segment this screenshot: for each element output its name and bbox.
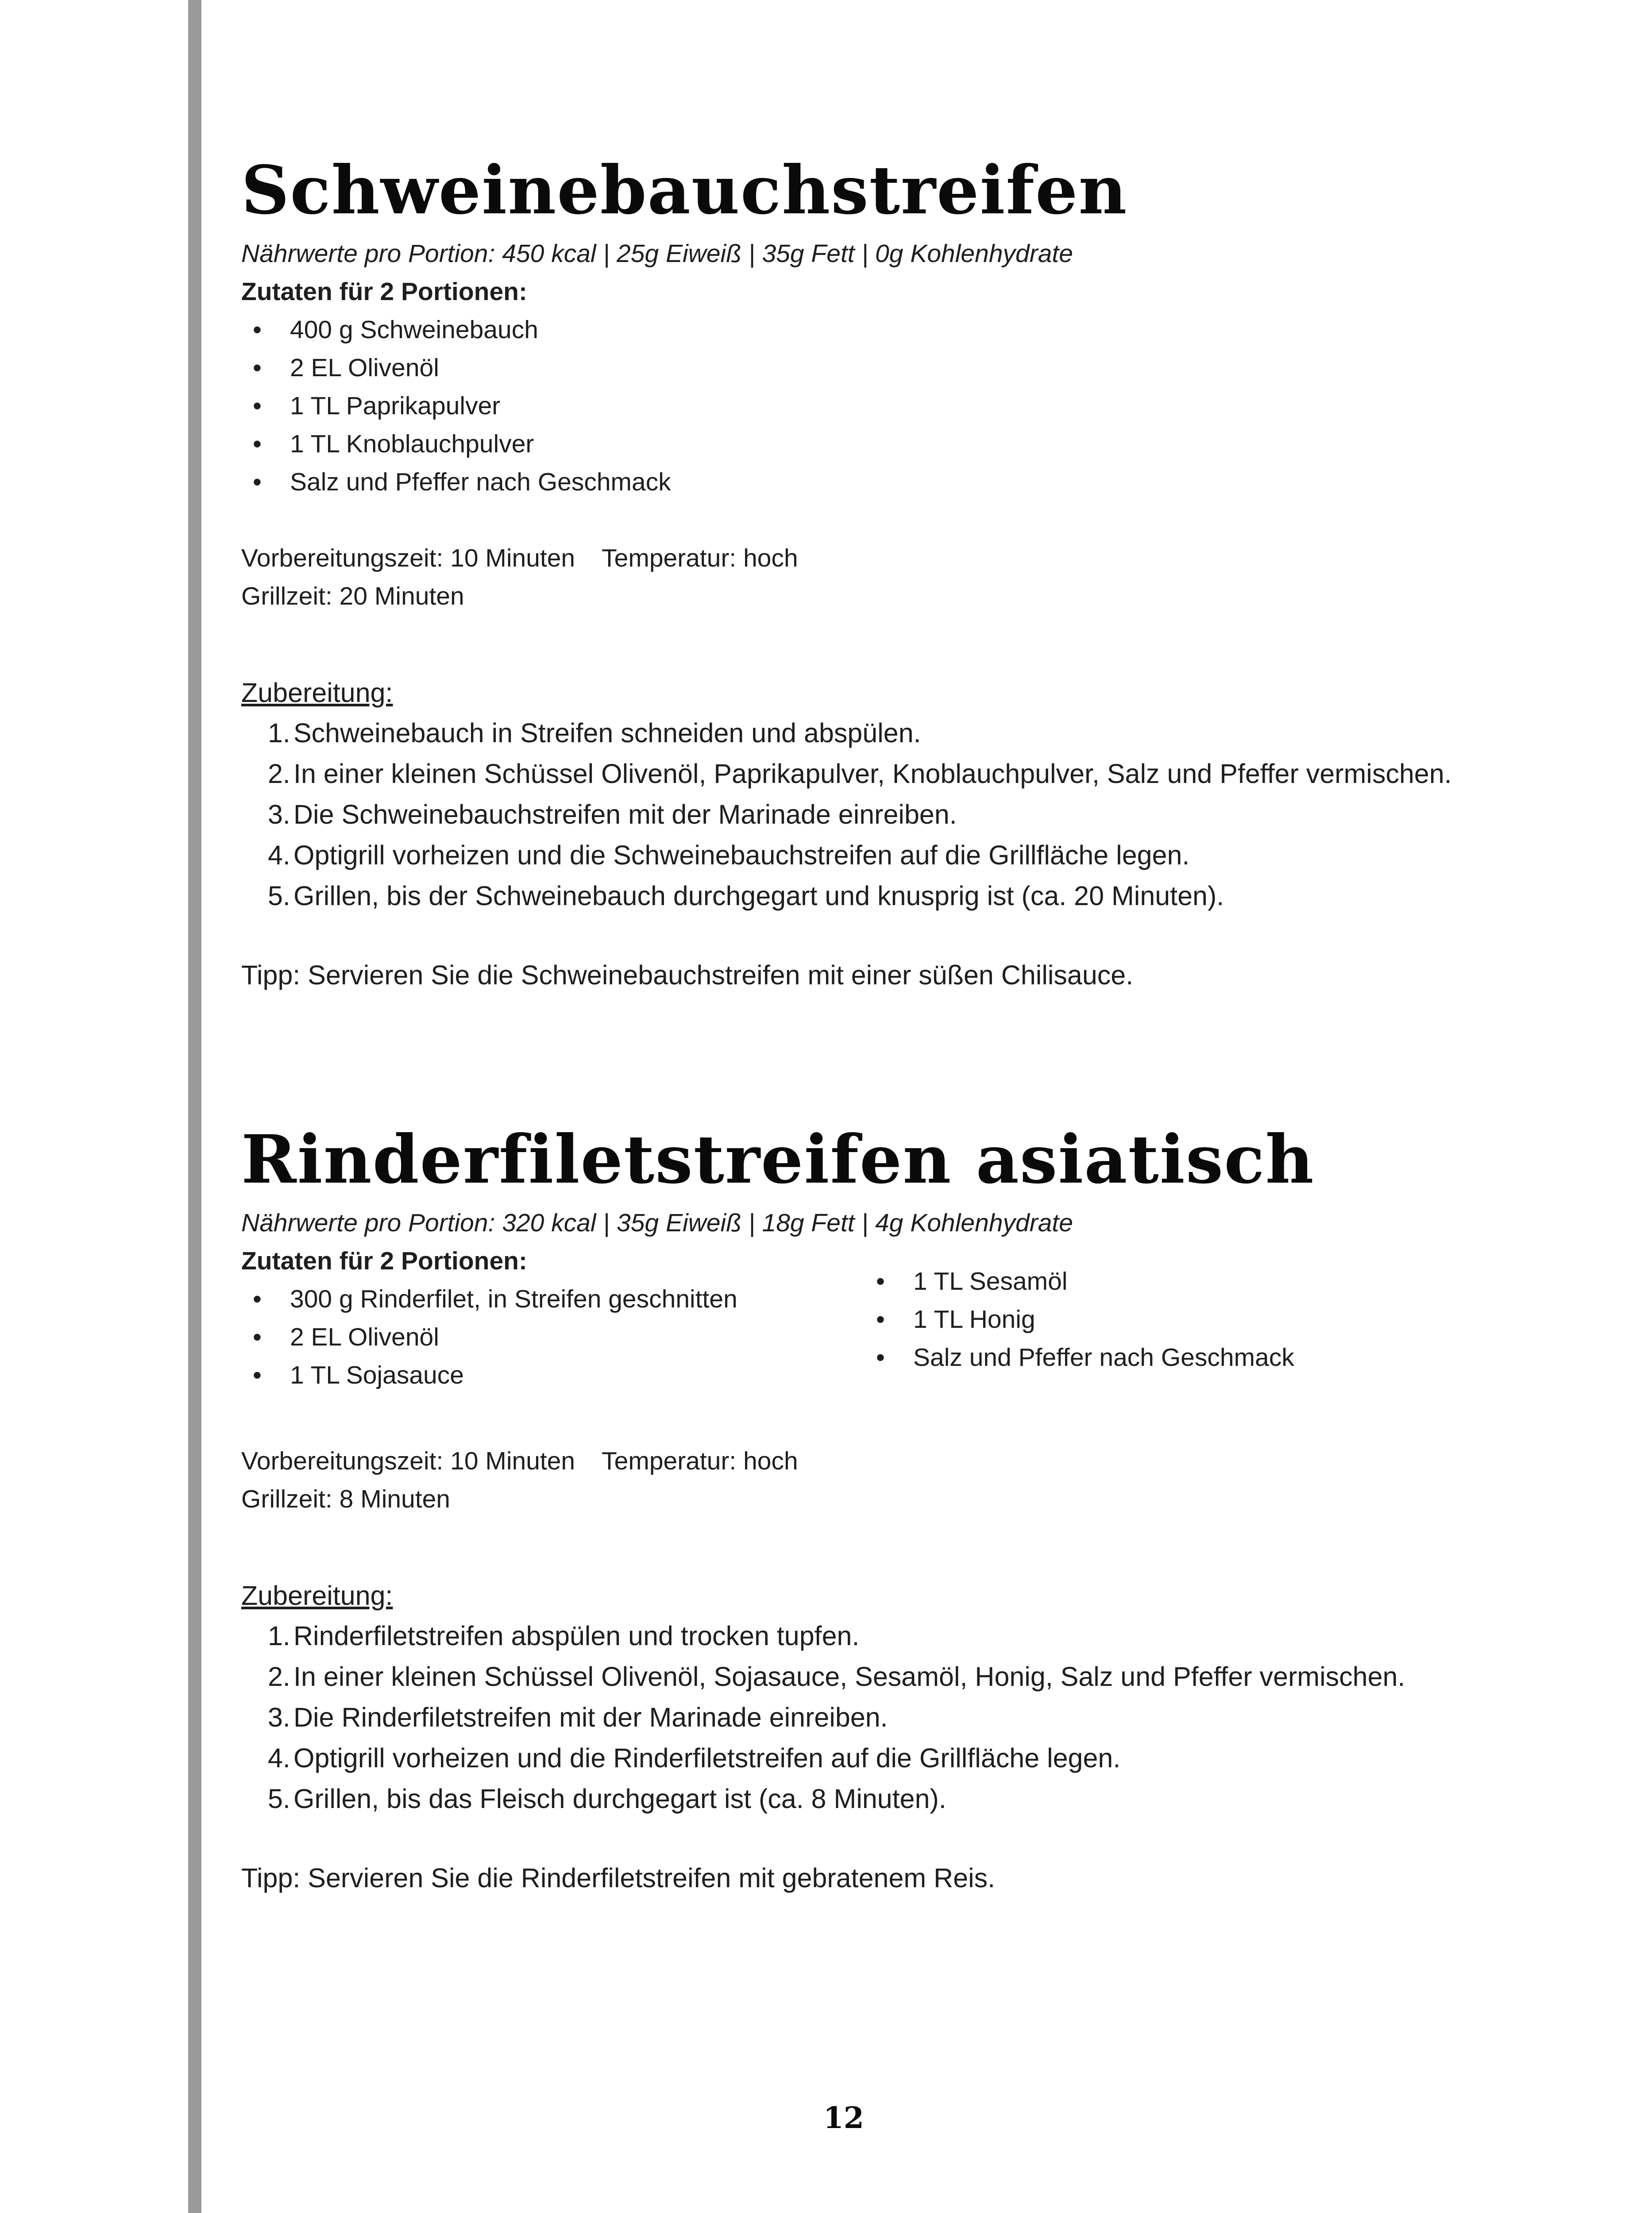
step-item (241, 1738, 1569, 1778)
ingredient-item: • 2 EL Olivenöl (241, 349, 1569, 387)
preparation-heading: Zubereitung: (241, 1581, 393, 1611)
step-number: 3. (268, 799, 290, 829)
step-number: 1. (268, 1621, 290, 1651)
page-side-bar (188, 0, 201, 2213)
time-info (241, 539, 1569, 615)
step-text: Optigrill vorheizen und die Rinderfiletstreifen auf die Grillfläche legen. (293, 1743, 1121, 1773)
ingredients-list-left (241, 1280, 861, 1394)
step-item (241, 1778, 1569, 1819)
ingredient-item: • 1 TL Honig (865, 1300, 1484, 1338)
temperature: Temperatur: hoch (602, 1447, 798, 1475)
step-number: 2. (268, 1662, 290, 1692)
ingredients-list (241, 311, 1569, 501)
step-number: 5. (268, 881, 290, 911)
step-item (241, 1697, 1569, 1738)
step-number: 3. (268, 1702, 290, 1732)
step-text: In einer kleinen Schüssel Olivenöl, Sojasauce, Sesamöl, Honig, Salz und Pfeffer vermischen. (293, 1662, 1405, 1692)
page-number: 12 (823, 2101, 864, 2135)
step-text: Rinderfiletstreifen abspülen und trocken tupfen. (293, 1621, 860, 1651)
time-info (241, 1442, 1569, 1518)
ingredients-columns (241, 1267, 1569, 1404)
ingredient-item: • Salz und Pfeffer nach Geschmack (241, 463, 1569, 501)
nutrition-info: Nährwerte pro Portion: 450 kcal | 25g Eiweiß | 35g Fett | 0g Kohlenhydrate (241, 239, 1073, 268)
nutrition-info: Nährwerte pro Portion: 320 kcal | 35g Eiweiß | 18g Fett | 4g Kohlenhydrate (241, 1209, 1073, 1237)
ingredient-item: • 1 TL Knoblauchpulver (241, 425, 1569, 463)
ingredient-item: • 2 EL Olivenöl (241, 1318, 861, 1356)
prep-time-row (241, 539, 1569, 577)
step-item (241, 794, 1569, 835)
prep-time: Vorbereitungszeit: 10 Minuten (241, 1447, 575, 1475)
preparation-steps (241, 713, 1569, 916)
step-item (241, 1615, 1569, 1656)
temperature: Temperatur: hoch (602, 544, 798, 572)
ingredients-heading: Zutaten für 2 Portionen: (241, 278, 527, 306)
ingredient-item: • 300 g Rinderfilet, in Streifen geschnitten (241, 1280, 861, 1318)
step-number: 2. (268, 759, 290, 789)
prep-time: Vorbereitungszeit: 10 Minuten (241, 544, 575, 572)
ingredient-item: • 400 g Schweinebauch (241, 311, 1569, 349)
step-text: Grillen, bis das Fleisch durchgegart ist (ca. 8 Minuten). (293, 1784, 946, 1814)
ingredients-list-right (865, 1262, 1484, 1376)
ingredient-item: • Salz und Pfeffer nach Geschmack (865, 1338, 1484, 1376)
ingredient-item: • 1 TL Sojasauce (241, 1356, 861, 1394)
recipe-title: Rinderfiletstreifen asiatisch (241, 1121, 1315, 1199)
preparation-steps (241, 1615, 1569, 1819)
step-text: Optigrill vorheizen und die Schweinebauchstreifen auf die Grillfläche legen. (293, 840, 1190, 870)
step-number: 5. (268, 1784, 290, 1814)
step-item (241, 753, 1569, 794)
recipe-tip: Tipp: Servieren Sie die Schweinebauchstreifen mit einer süßen Chilisauce. (241, 960, 1134, 990)
ingredient-item: • 1 TL Sesamöl (865, 1262, 1484, 1300)
step-number: 1. (268, 718, 290, 748)
step-item (241, 875, 1569, 916)
recipe-title: Schweinebauchstreifen (241, 151, 1128, 229)
step-text: Die Schweinebauchstreifen mit der Marinade einreiben. (293, 799, 957, 829)
grill-time: Grillzeit: 20 Minuten (241, 582, 464, 610)
step-text: Schweinebauch in Streifen schneiden und abspülen. (293, 718, 921, 748)
step-text: Die Rinderfiletstreifen mit der Marinade einreiben. (293, 1702, 888, 1732)
step-item (241, 1656, 1569, 1697)
ingredient-item: • 1 TL Paprikapulver (241, 387, 1569, 425)
grill-time: Grillzeit: 8 Minuten (241, 1485, 451, 1513)
step-number: 4. (268, 1743, 290, 1773)
step-item (241, 713, 1569, 753)
recipe-schweinebauchstreifen (241, 146, 1569, 995)
step-item (241, 835, 1569, 875)
recipe-tip: Tipp: Servieren Sie die Rinderfiletstreifen mit gebratenem Reis. (241, 1863, 996, 1893)
step-text: In einer kleinen Schüssel Olivenöl, Paprikapulver, Knoblauchpulver, Salz und Pfeffer vermischen. (293, 759, 1452, 789)
step-text: Grillen, bis der Schweinebauch durchgegart und knusprig ist (ca. 20 Minuten). (293, 881, 1224, 911)
recipe-rinderfiletstreifen-asiatisch (241, 1115, 1569, 1898)
prep-time-row (241, 1442, 1569, 1480)
step-number: 4. (268, 840, 290, 870)
ingredients-heading: Zutaten für 2 Portionen: (241, 1247, 527, 1275)
preparation-heading: Zubereitung: (241, 678, 393, 708)
